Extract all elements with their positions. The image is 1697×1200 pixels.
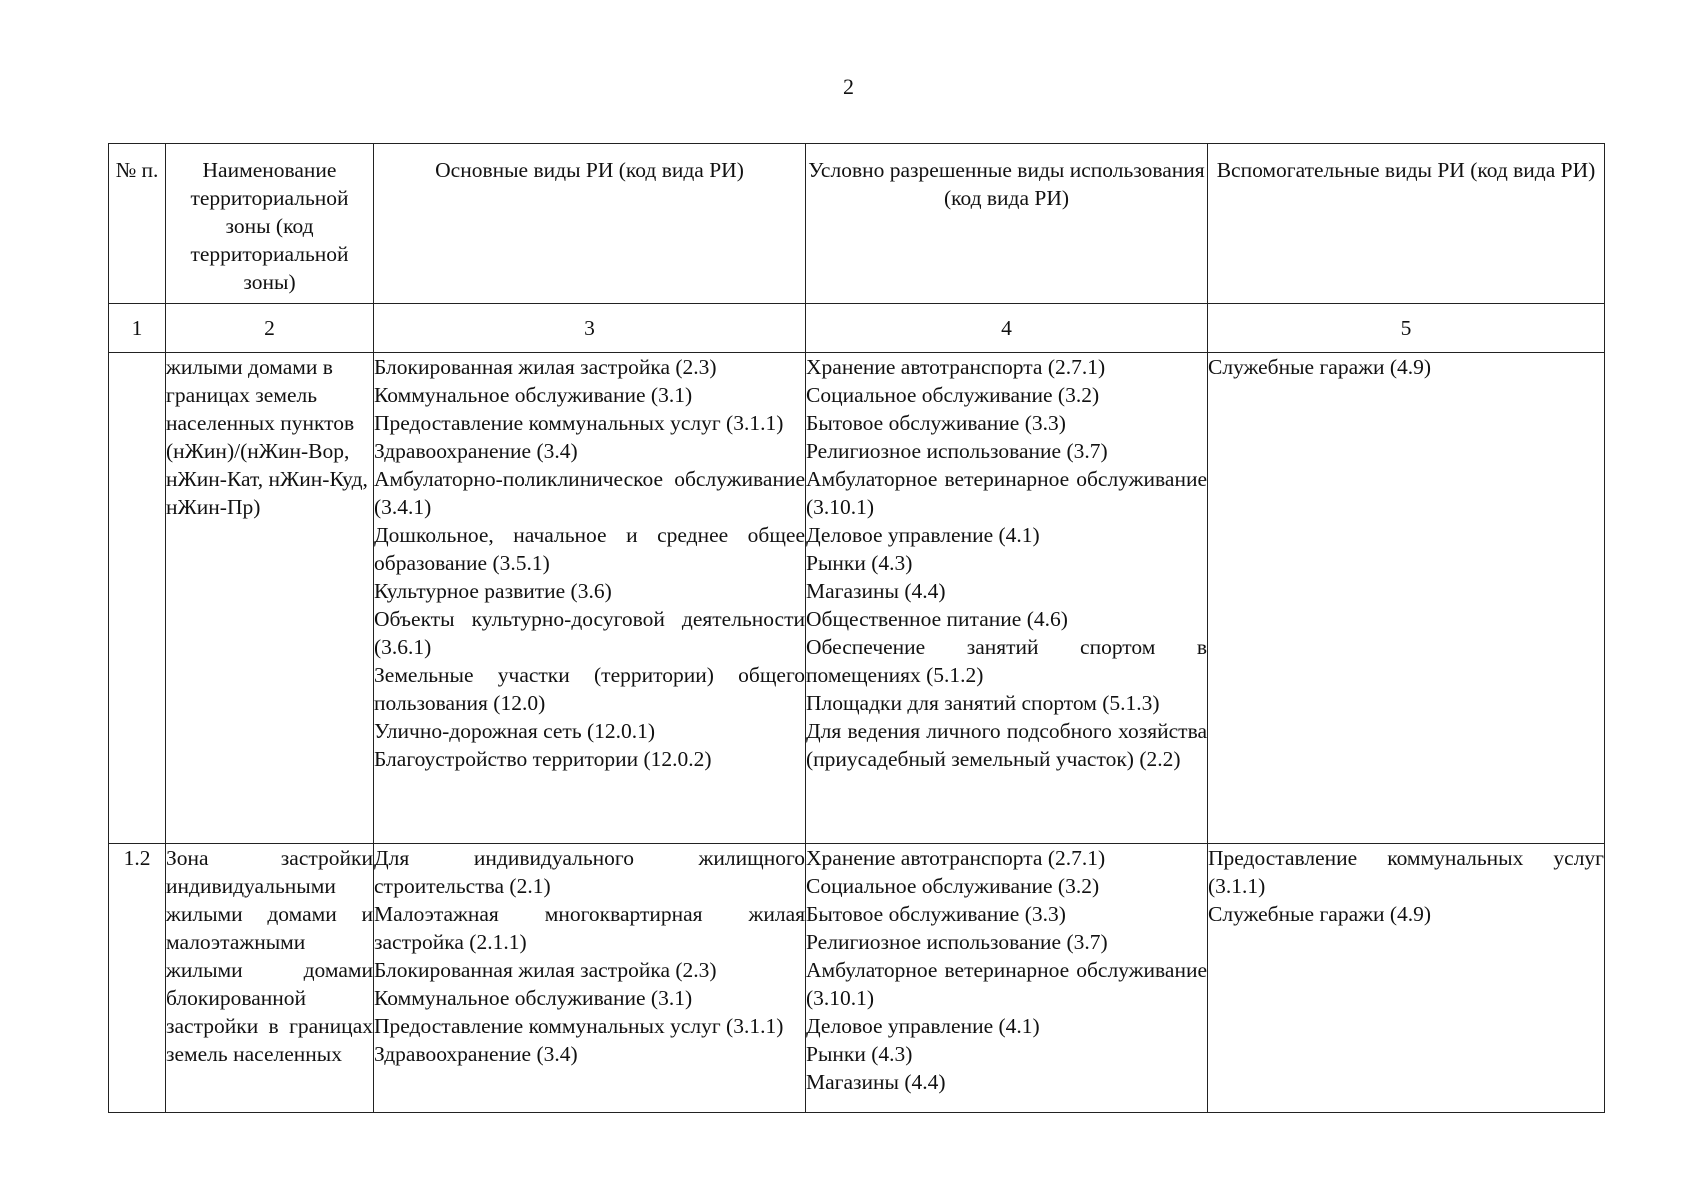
zone-name: Зона застройки индивидуальными жилыми домами и малоэтажными жилыми домами блокированной застройки в границах земель населенных bbox=[166, 844, 374, 1113]
row-number bbox=[109, 353, 166, 844]
list-item: Блокированная жилая застройка (2.3) bbox=[374, 958, 717, 982]
column-number: 2 bbox=[166, 304, 374, 353]
list-item: Социальное обслуживание (3.2) bbox=[806, 874, 1100, 898]
list-item: Предоставление коммунальных услуг (3.1.1) bbox=[1208, 846, 1604, 898]
table-row bbox=[109, 844, 1605, 1113]
list-item: Культурное развитие (3.6) bbox=[374, 579, 612, 603]
table-row bbox=[109, 353, 1605, 844]
zone-name: жилыми домами в границах земель населенных пунктов (нЖин)/(нЖин-Вор, нЖин-Кат, нЖин-Куд, нЖин-Пр) bbox=[166, 353, 374, 844]
auxiliary-uses-cell bbox=[1208, 353, 1605, 844]
list-item: Рынки (4.3) bbox=[806, 551, 913, 575]
list-item: Бытовое обслуживание (3.3) bbox=[806, 411, 1066, 435]
zones-table bbox=[108, 143, 1605, 1113]
list-item: Общественное питание (4.6) bbox=[806, 607, 1068, 631]
list-item: Амбулаторное ветеринарное обслуживание (3.10.1) bbox=[806, 467, 1207, 519]
list-item: Обеспечение занятий спортом в помещениях (5.1.2) bbox=[806, 635, 1207, 687]
column-number: 3 bbox=[374, 304, 806, 353]
list-item: Магазины (4.4) bbox=[806, 1070, 946, 1094]
main-uses-cell bbox=[374, 844, 806, 1113]
list-item: Предоставление коммунальных услуг (3.1.1) bbox=[374, 1014, 784, 1038]
list-item: Хранение автотранспорта (2.7.1) bbox=[806, 355, 1106, 379]
list-item: Деловое управление (4.1) bbox=[806, 523, 1040, 547]
column-number: 1 bbox=[109, 304, 166, 353]
header-conditional-uses: Условно разрешенные виды использования (код вида РИ) bbox=[806, 144, 1208, 304]
list-item: Амбулаторно-поликлиническое обслуживание (3.4.1) bbox=[374, 467, 805, 519]
list-item: Дошкольное, начальное и среднее общее образование (3.5.1) bbox=[374, 523, 805, 575]
list-item: Для индивидуального жилищного строительства (2.1) bbox=[374, 846, 805, 898]
column-number: 5 bbox=[1208, 304, 1605, 353]
list-item: Здравоохранение (3.4) bbox=[374, 439, 578, 463]
list-item: Служебные гаражи (4.9) bbox=[1208, 902, 1432, 926]
list-item: Амбулаторное ветеринарное обслуживание (3.10.1) bbox=[806, 958, 1207, 1010]
list-item: Улично-дорожная сеть (12.0.1) bbox=[374, 719, 656, 743]
main-uses-cell bbox=[374, 353, 806, 844]
list-item: Площадки для занятий спортом (5.1.3) bbox=[806, 691, 1160, 715]
header-number: № п. bbox=[109, 144, 166, 304]
conditional-uses-cell bbox=[806, 353, 1208, 844]
list-item: Благоустройство территории (12.0.2) bbox=[374, 747, 712, 771]
list-item: Рынки (4.3) bbox=[806, 1042, 913, 1066]
column-number: 4 bbox=[806, 304, 1208, 353]
page-number: 2 bbox=[843, 74, 854, 99]
list-item: Малоэтажная многоквартирная жилая застройка (2.1.1) bbox=[374, 902, 805, 954]
list-item: Коммунальное обслуживание (3.1) bbox=[374, 986, 693, 1010]
list-item: Социальное обслуживание (3.2) bbox=[806, 383, 1100, 407]
row-number: 1.2 bbox=[109, 844, 166, 1113]
list-item: Здравоохранение (3.4) bbox=[374, 1042, 578, 1066]
list-item: Земельные участки (территории) общего пользования (12.0) bbox=[374, 663, 805, 715]
list-item: Религиозное использование (3.7) bbox=[806, 439, 1108, 463]
auxiliary-uses-cell bbox=[1208, 844, 1605, 1113]
list-item: Хранение автотранспорта (2.7.1) bbox=[806, 846, 1106, 870]
list-item: Религиозное использование (3.7) bbox=[806, 930, 1108, 954]
list-item: Предоставление коммунальных услуг (3.1.1) bbox=[374, 411, 784, 435]
list-item: Деловое управление (4.1) bbox=[806, 1014, 1040, 1038]
list-item: Блокированная жилая застройка (2.3) bbox=[374, 355, 717, 379]
conditional-uses-cell bbox=[806, 844, 1208, 1113]
list-item: Магазины (4.4) bbox=[806, 579, 946, 603]
header-auxiliary-uses: Вспомогательные виды РИ (код вида РИ) bbox=[1208, 144, 1605, 304]
column-number-row bbox=[109, 304, 1605, 353]
header-main-uses: Основные виды РИ (код вида РИ) bbox=[374, 144, 806, 304]
list-item: Служебные гаражи (4.9) bbox=[1208, 355, 1432, 379]
list-item: Коммунальное обслуживание (3.1) bbox=[374, 383, 693, 407]
list-item: Бытовое обслуживание (3.3) bbox=[806, 902, 1066, 926]
table-header-row bbox=[109, 144, 1605, 304]
list-item: Объекты культурно-досуговой деятельности (3.6.1) bbox=[374, 607, 805, 659]
header-zone-name: Наименование территориальной зоны (код территориальной зоны) bbox=[166, 144, 374, 304]
list-item: Для ведения личного подсобного хозяйства (приусадебный земельный участок) (2.2) bbox=[806, 719, 1207, 771]
